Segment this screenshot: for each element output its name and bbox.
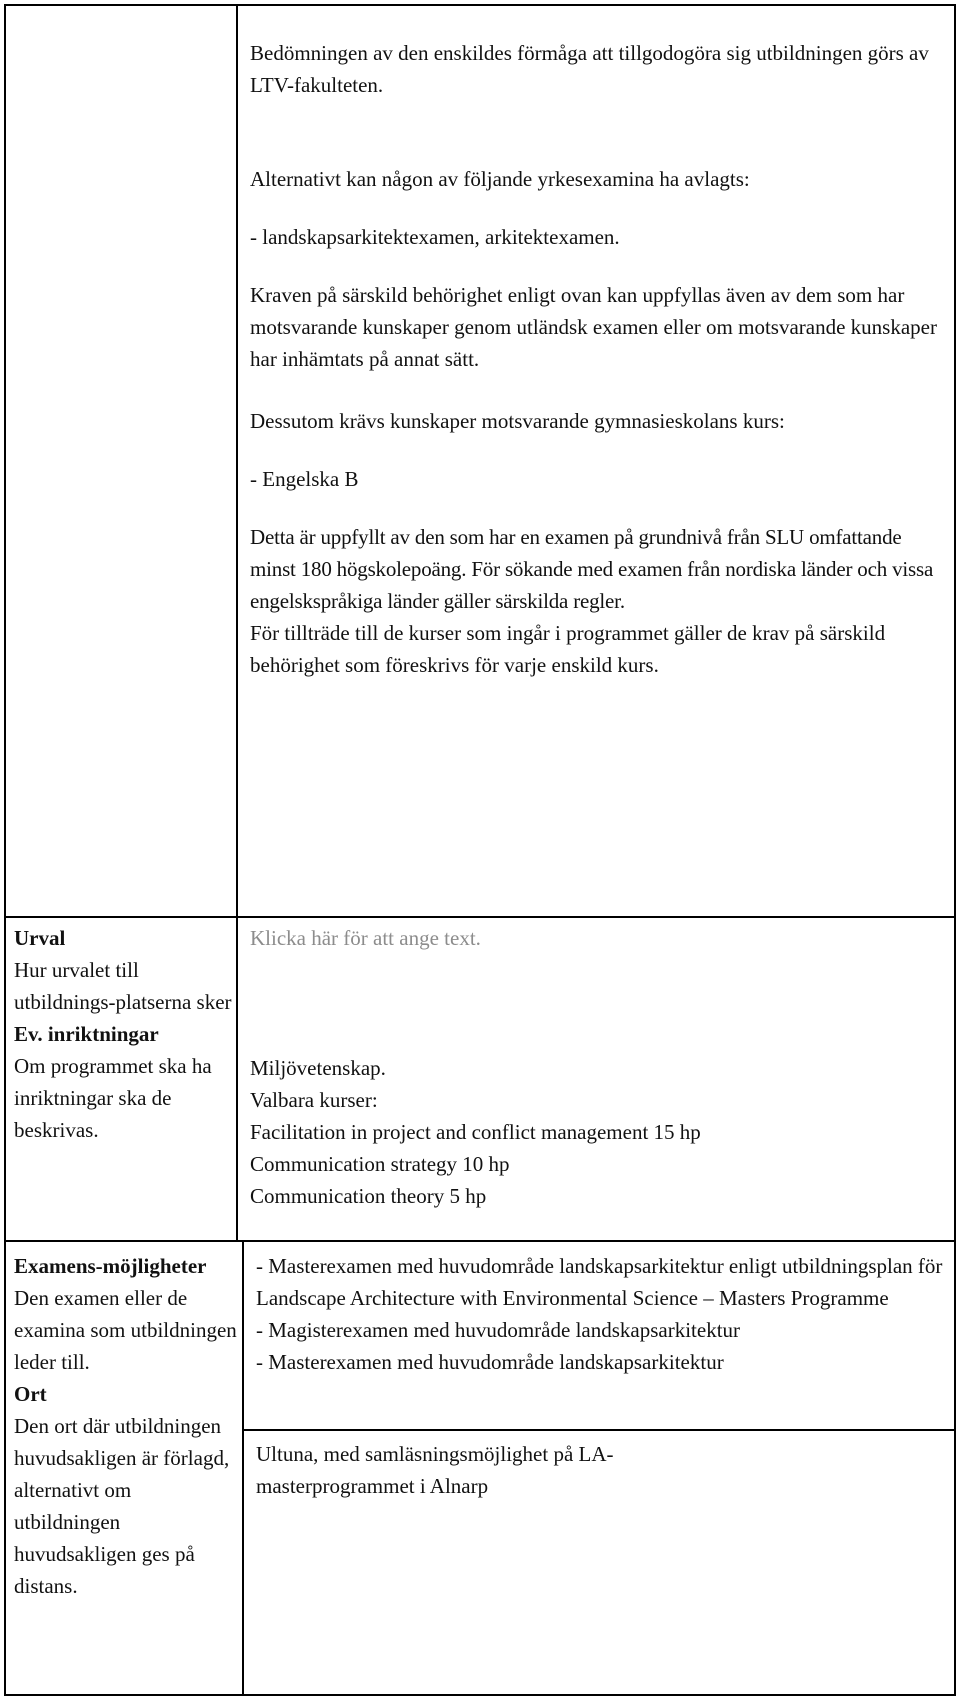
foreign-equivalence-text: Kraven på särskild behörighet enligt ovan kan uppfyllas även av dem som har motsvarande kunskaper genom utländsk examen eller om motsvarande kunskaper har inhämtats på annat sätt. [250, 283, 937, 371]
degree-value-cell [256, 1250, 948, 1378]
additional-requirements-intro: Dessutom krävs kunskaper motsvarande gymnasieskolans kurs: [250, 409, 785, 433]
inriktning-line: Miljövetenskap. [250, 1056, 386, 1080]
table-border-right [954, 4, 956, 1696]
inriktningar-heading: Ev. inriktningar [14, 1022, 159, 1046]
examen-line: - Masterexamen med huvudområde landskapsarkitektur [256, 1350, 724, 1374]
ort-value: Ultuna, med samläsningsmöjlighet på LA-masterprogrammet i Alnarp [256, 1442, 614, 1498]
ort-description: Den ort där utbildningen huvudsakligen är förlagd, alternativt om utbildningen huvudsakligen ges på distans. [14, 1414, 230, 1598]
examen-heading: Examens-möjligheter [14, 1254, 207, 1278]
assessment-text: Bedömningen av den enskildes förmåga att tillgodogöra sig utbildningen görs av LTV-fakulteten. [250, 41, 929, 97]
inriktning-line: Communication theory 5 hp [250, 1184, 487, 1208]
table-border-top [4, 4, 956, 6]
row-divider-2 [4, 1240, 956, 1242]
examen-line: - Magisterexamen med huvudområde landskapsarkitektur [256, 1318, 741, 1342]
inriktning-line: Facilitation in project and conflict management 15 hp [250, 1120, 701, 1144]
inriktningar-description: Om programmet ska ha inriktningar ska de beskrivas. [14, 1054, 212, 1142]
examen-description: Den examen eller de examina som utbildningen leder till. [14, 1286, 237, 1374]
alternative-intro: Alternativt kan någon av följande yrkesexamina ha avlagts: [250, 167, 750, 191]
column-divider-lower [242, 1242, 244, 1696]
inriktning-line: Communication strategy 10 hp [250, 1152, 510, 1176]
table-border-left [4, 4, 6, 1696]
alternative-list: - landskapsarkitektexamen, arkitektexamen. [250, 225, 620, 249]
additional-course: - Engelska B [250, 467, 359, 491]
selection-value-cell [250, 922, 945, 1212]
course-access-text: För tillträde till de kurser som ingår i programmet gäller de krav på särskild behörighet som föreskrivs för varje enskild kurs. [250, 621, 886, 677]
form-table [4, 4, 956, 1696]
row-divider-3 [242, 1429, 956, 1431]
inriktning-line: Valbara kurser: [250, 1088, 378, 1112]
urval-description: Hur urvalet till utbildnings-platserna sker [14, 958, 232, 1014]
location-value-cell [256, 1438, 746, 1502]
column-divider-upper [236, 4, 238, 1242]
urval-heading: Urval [14, 926, 66, 950]
degree-location-label-cell [14, 1250, 238, 1602]
examen-line: - Masterexamen med huvudområde landskapsarkitektur enligt utbildningsplan för Landscape Architecture with Environmental Science – Masters Programme [256, 1254, 943, 1310]
selection-label-cell [14, 922, 232, 1146]
row-divider-1 [4, 916, 956, 918]
english-fulfilled-text: Detta är uppfyllt av den som har en examen på grundnivå från SLU omfattande minst 180 högskolepoäng. För sökande med examen från nordiska länder och vissa engelskspråkiga länder gäller särskilda regler. [250, 525, 934, 613]
table-border-bottom [4, 1694, 956, 1696]
ort-heading: Ort [14, 1382, 47, 1406]
requirements-cell [250, 37, 945, 681]
urval-placeholder[interactable]: Klicka här för att ange text. [250, 926, 481, 950]
